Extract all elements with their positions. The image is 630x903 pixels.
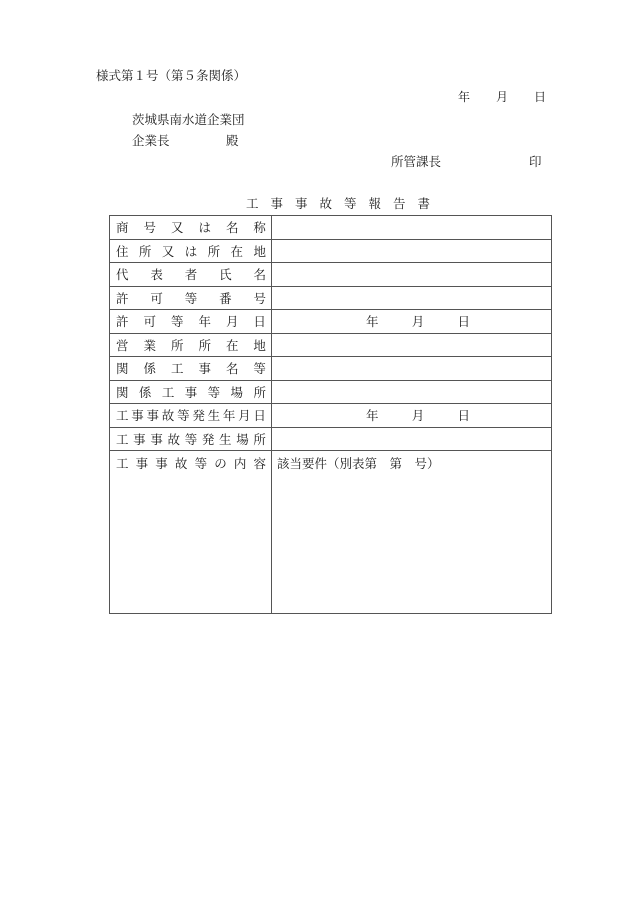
row-value-field[interactable] (272, 404, 552, 428)
row-value-field[interactable] (272, 216, 552, 240)
row-value-text: 該当要件（別表第 第 号） (277, 456, 440, 471)
row-label (110, 263, 272, 287)
table-row (110, 286, 552, 310)
table-row (110, 357, 552, 381)
date-year-label: 年 (458, 90, 471, 104)
row-value-field[interactable] (272, 427, 552, 451)
table-row (110, 404, 552, 428)
report-table (109, 215, 552, 614)
table-row (110, 216, 552, 240)
row-label-text: 工 事 事 故 等 発 生 年 月 日 (116, 408, 266, 424)
date-month-label: 月 (495, 90, 508, 104)
row-label-text: 工 事 事 故 等 の 内 容 (116, 456, 266, 471)
row-label (110, 357, 272, 381)
table-row (110, 380, 552, 404)
row-value-field[interactable] (272, 380, 552, 404)
row-label-text: 住 所 又 は 所 在 地 (116, 243, 266, 259)
row-value-field[interactable] (272, 310, 552, 334)
row-label-text: 許 可 等 年 月 日 (116, 314, 266, 330)
row-value-field[interactable] (272, 239, 552, 263)
row-label-text: 営 業 所 所 在 地 (116, 337, 266, 353)
document-title: 工事事故等報告書 (246, 196, 443, 211)
row-label-text: 工 事 事 故 等 発 生 場 所 (116, 431, 266, 447)
date-value: 年 月 日 (366, 408, 470, 424)
seal-mark: 印 (529, 154, 542, 169)
report-table-body (110, 216, 552, 614)
form-number: 様式第１号（第５条関係） (96, 68, 247, 83)
row-label-text: 商 号 又 は 名 称 (116, 220, 266, 236)
row-label (110, 216, 272, 240)
table-row (110, 263, 552, 287)
row-label (110, 239, 272, 263)
sender-title: 所管課長 (391, 154, 442, 169)
recipient-honorific: 殿 (226, 133, 239, 148)
row-value-field[interactable] (272, 357, 552, 381)
row-label-text: 代 表 者 氏 名 (116, 267, 266, 283)
recipient-title: 企業長 (132, 133, 170, 148)
row-label (110, 451, 272, 614)
date-day-label: 日 (533, 90, 546, 104)
row-value-field[interactable] (272, 333, 552, 357)
row-value-field[interactable] (272, 286, 552, 310)
table-row (110, 310, 552, 334)
submission-date (458, 88, 546, 105)
row-label (110, 333, 272, 357)
table-row (110, 239, 552, 263)
row-label (110, 286, 272, 310)
row-label-text: 関 係 工 事 等 場 所 (116, 384, 266, 400)
row-label-text: 関 係 工 事 名 等 (116, 361, 266, 377)
row-value-field[interactable] (272, 451, 552, 614)
table-row (110, 333, 552, 357)
row-label (110, 310, 272, 334)
date-value: 年 月 日 (366, 314, 470, 330)
table-row (110, 451, 552, 614)
row-label (110, 427, 272, 451)
row-label-text: 許 可 等 番 号 (116, 290, 266, 306)
recipient-organization: 茨城県南水道企業団 (132, 112, 245, 127)
row-label (110, 404, 272, 428)
row-value-field[interactable] (272, 263, 552, 287)
row-label (110, 380, 272, 404)
table-row (110, 427, 552, 451)
